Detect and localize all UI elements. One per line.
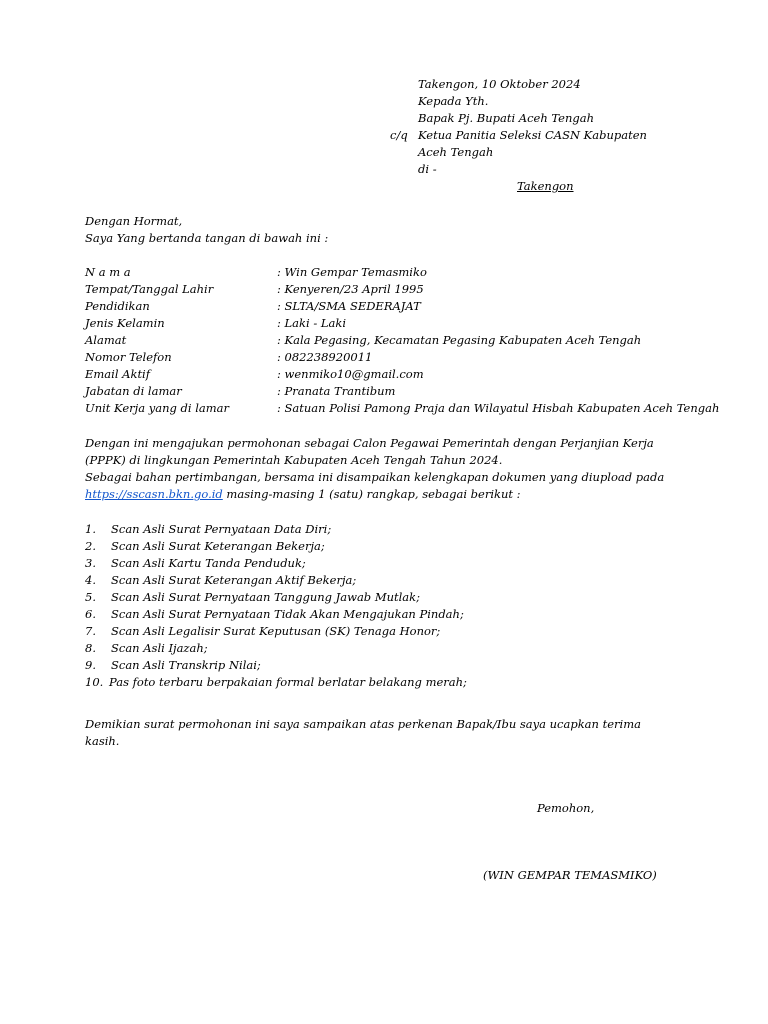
list-number: 3. [85,556,96,570]
field-value: : Win Gempar Temasmiko [277,265,427,279]
closing-line-1: Demikian surat permohonan ini saya sampaikan atas perkenan Bapak/Ibu saya ucapkan terima [85,717,641,731]
list-text: Scan Asli Surat Pernyataan Tidak Akan Mengajukan Pindah; [111,607,464,621]
field-value: : wenmiko10@gmail.com [277,367,424,381]
field-label: Email Aktif [85,367,150,381]
list-text: Scan Asli Legalisir Surat Keputusan (SK) Tenaga Honor; [111,624,441,638]
field-label: Jenis Kelamin [85,316,165,330]
field-label: Alamat [85,333,127,347]
city: Takengon [517,179,574,193]
list-text: Scan Asli Surat Keterangan Bekerja; [111,539,325,553]
field-label: Unit Kerja yang di lamar [85,401,229,415]
greeting: Dengan Hormat, [85,214,183,228]
field-label: Jabatan di lamar [85,384,182,398]
list-text: Scan Asli Transkrip Nilai; [111,658,261,672]
paragraph-1-line-1: Dengan ini mengajukan permohonan sebagai Calon Pegawai Pemerintah dengan Perjanjian Kerja [85,436,654,450]
list-number: 2. [85,539,96,553]
field-value: : Satuan Polisi Pamong Praja dan Wilayatul Hisbah Kabupaten Aceh Tengah [277,401,720,415]
intro: Saya Yang bertanda tangan di bawah ini : [85,231,329,245]
closing-line-2: kasih. [85,734,120,748]
list-number: 7. [85,624,96,638]
list-text: Scan Asli Surat Pernyataan Data Diri; [111,522,332,536]
recipient: Bapak Pj. Bupati Aceh Tengah [418,111,595,125]
list-text: Scan Asli Ijazah; [111,641,208,655]
field-label: Tempat/Tanggal Lahir [85,282,214,296]
to-line: Kepada Yth. [418,94,489,108]
list-number: 1. [85,522,96,536]
place-date: Takengon, 10 Oktober 2024 [418,77,581,91]
field-label: Nomor Telefon [85,350,172,364]
field-value: : 082238920011 [277,350,373,364]
list-number: 8. [85,641,96,655]
list-number: 4. [85,573,96,587]
committee-line-2: Aceh Tengah [418,145,494,159]
paragraph-2-line-2 [85,486,521,503]
field-value: : Pranata Trantibum [277,384,396,398]
paragraph-1-line-2: (PPPK) di lingkungan Pemerintah Kabupaten Aceh Tengah Tahun 2024. [85,453,503,467]
field-value: : Laki - Laki [277,316,347,330]
list-number: 9. [85,658,96,672]
list-text: Scan Asli Kartu Tanda Penduduk; [111,556,306,570]
di-line: di - [418,162,437,176]
cq-label: c/q [390,128,408,142]
list-text: Scan Asli Surat Keterangan Aktif Bekerja; [111,573,357,587]
paragraph-2-line-1: Sebagai bahan pertimbangan, bersama ini disampaikan kelengkapan dokumen yang diupload pada [85,470,665,484]
field-value: : Kala Pegasing, Kecamatan Pegasing Kabupaten Aceh Tengah [277,333,642,347]
list-text: Pas foto terbaru berpakaian formal berlatar belakang merah; [109,675,467,689]
field-value: : SLTA/SMA SEDERAJAT [277,299,421,313]
sscasn-link[interactable]: https://sscasn.bkn.go.id [85,487,223,501]
signature-name: (WIN GEMPAR TEMASMIKO) [483,868,657,882]
list-number: 10. [85,675,104,689]
list-text: Scan Asli Surat Pernyataan Tanggung Jawab Mutlak; [111,590,421,604]
list-number: 6. [85,607,96,621]
field-label: Pendidikan [85,299,150,313]
field-value: : Kenyeren/23 April 1995 [277,282,424,296]
committee-line-1: Ketua Panitia Seleksi CASN Kabupaten [418,128,647,142]
paragraph-2-rest: masing-masing 1 (satu) rangkap, sebagai berikut : [222,487,521,501]
list-number: 5. [85,590,96,604]
signature-role: Pemohon, [537,801,595,815]
field-label: N a m a [85,265,131,279]
